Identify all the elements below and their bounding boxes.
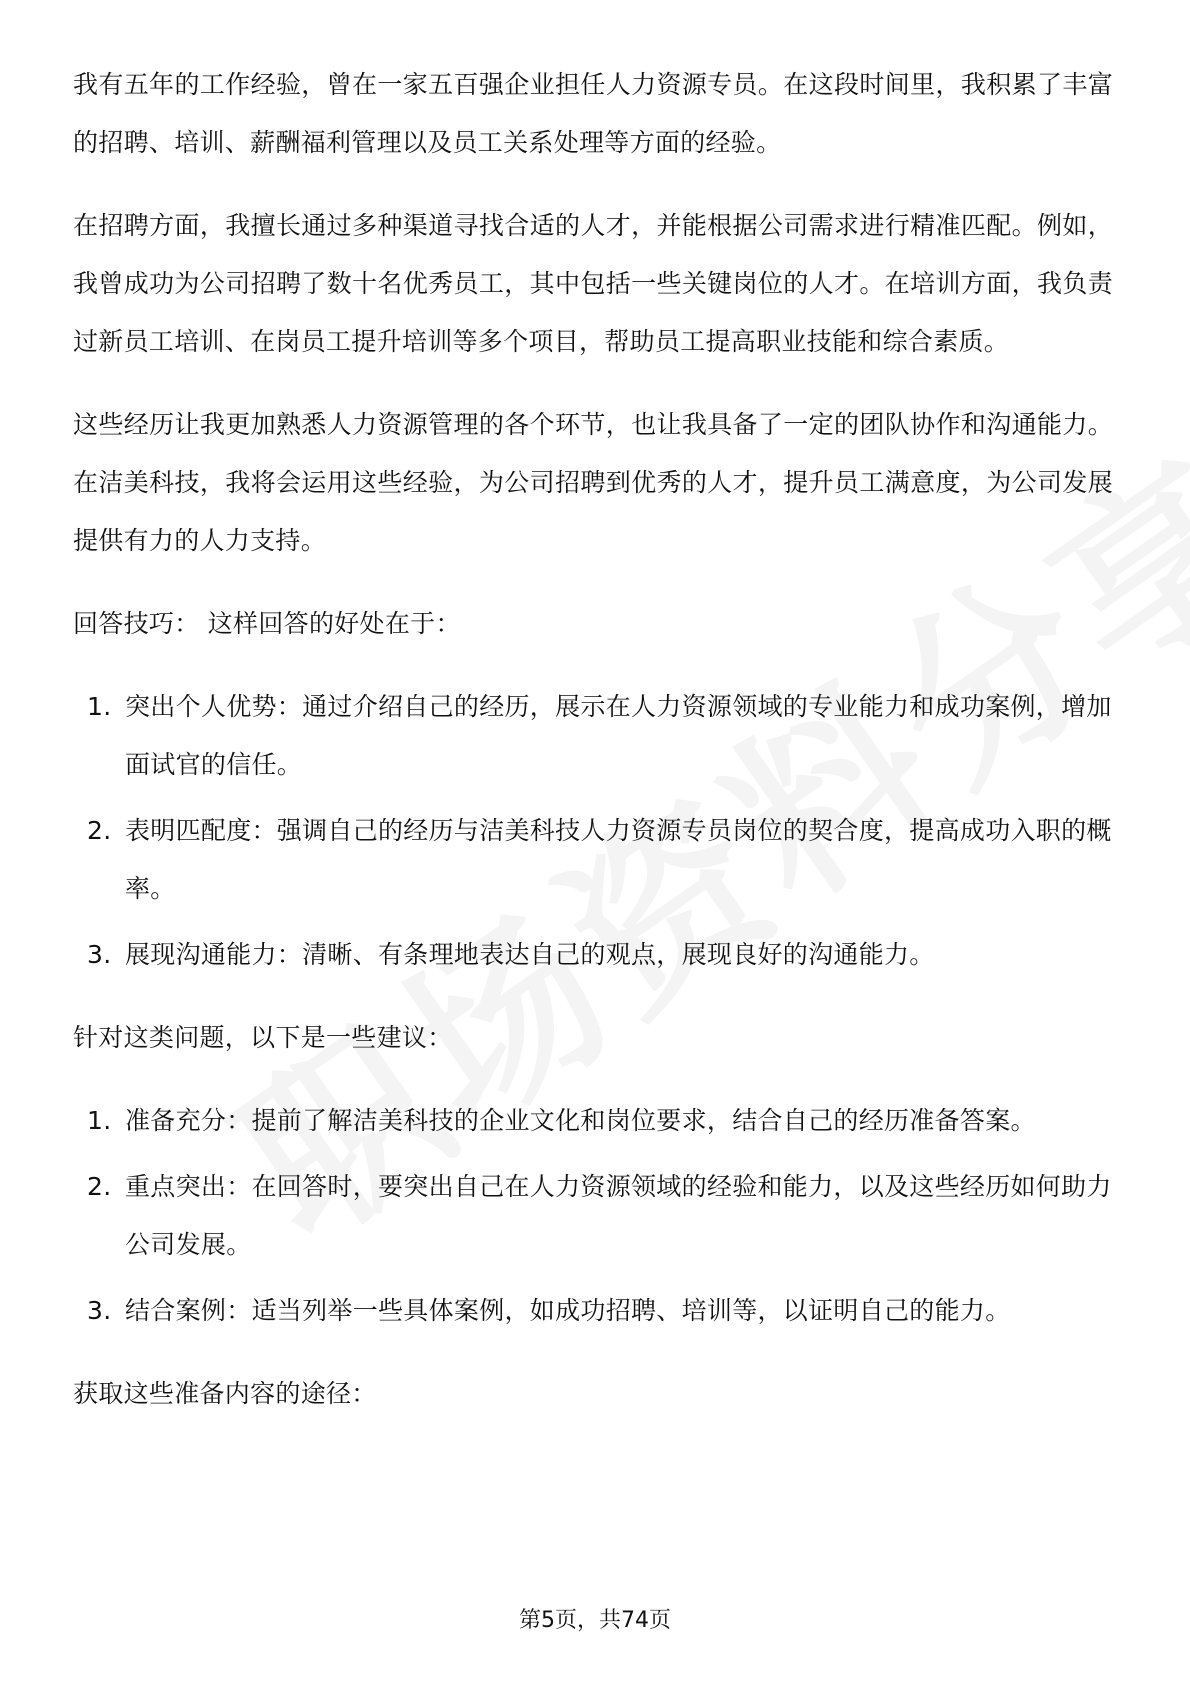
list-number: 1. xyxy=(87,692,112,721)
list-item xyxy=(73,1282,1113,1340)
list-item xyxy=(73,678,1113,794)
paragraph-recruiting-training: 在招聘方面，我擅长通过多种渠道寻找合适的人才，并能根据公司需求进行精准匹配。例如，我曾成功为公司招聘了数十名优秀员工，其中包括一些关键岗位的人才。在培训方面，我负责过新员工培训、在岗员工提升培训等多个项目，帮助员工提高职业技能和综合素质。 xyxy=(73,211,1113,356)
final-heading: 获取这些准备内容的途径： xyxy=(73,1379,377,1408)
list-item-text: 重点突出：在回答时，要突出自己在人力资源领域的经验和能力，以及这些经历如何助力公司发展。 xyxy=(125,1172,1112,1259)
list-item-text: 结合案例：适当列举一些具体案例，如成功招聘、培训等，以证明自己的能力。 xyxy=(125,1296,1011,1325)
list-item xyxy=(73,1092,1113,1150)
list-number: 3. xyxy=(87,940,112,969)
list-number: 1. xyxy=(87,1106,112,1135)
advice-list xyxy=(73,1092,1113,1340)
page-number-footer: 第5页，共74页 xyxy=(519,1608,671,1633)
list-item xyxy=(73,802,1113,918)
list-number: 2. xyxy=(87,816,112,845)
list-item-text: 突出个人优势：通过介绍自己的经历，展示在人力资源领域的专业能力和成功案例，增加面试官的信任。 xyxy=(125,692,1112,779)
list-item-text: 表明匹配度：强调自己的经历与洁美科技人力资源专员岗位的契合度，提高成功入职的概率。 xyxy=(125,816,1112,903)
list-item-text: 展现沟通能力：清晰、有条理地表达自己的观点，展现良好的沟通能力。 xyxy=(125,940,935,969)
tips-list xyxy=(73,678,1113,984)
paragraph-summary: 这些经历让我更加熟悉人力资源管理的各个环节，也让我具备了一定的团队协作和沟通能力。在洁美科技，我将会运用这些经验，为公司招聘到优秀的人才，提升员工满意度，为公司发展提供有力的人力支持。 xyxy=(73,410,1113,555)
list-item-text: 准备充分：提前了解洁美科技的企业文化和岗位要求，结合自己的经历准备答案。 xyxy=(125,1106,1036,1135)
list-item xyxy=(73,1158,1113,1274)
advice-heading: 针对这类问题，以下是一些建议： xyxy=(73,1023,453,1052)
tips-heading: 回答技巧： 这样回答的好处在于： xyxy=(73,609,461,638)
list-item xyxy=(73,926,1113,984)
paragraph-experience: 我有五年的工作经验，曾在一家五百强企业担任人力资源专员。在这段时间里，我积累了丰富的招聘、培训、薪酬福利管理以及员工关系处理等方面的经验。 xyxy=(73,70,1113,157)
page-content xyxy=(73,56,1113,1448)
list-number: 3. xyxy=(87,1296,112,1325)
list-number: 2. xyxy=(87,1172,112,1201)
